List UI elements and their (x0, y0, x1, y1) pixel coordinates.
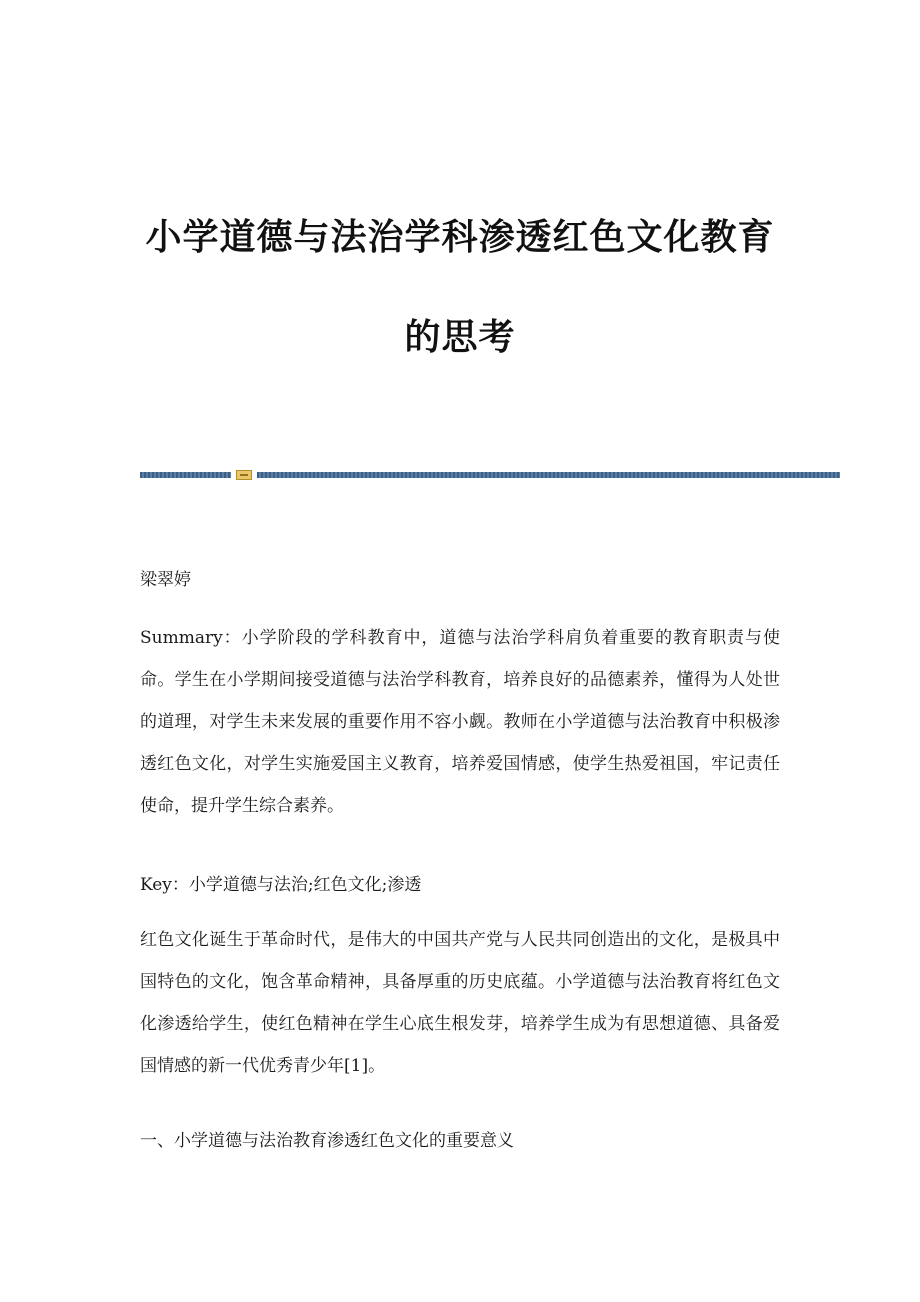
document-title-line-1: 小学道德与法治学科渗透红色文化教育 (145, 216, 775, 258)
keywords-paragraph (140, 864, 780, 906)
document-title-line-2: 的思考 (404, 316, 516, 358)
keywords-label: Key： (140, 875, 189, 895)
divider-left-segment (140, 472, 231, 478)
summary-paragraph (140, 617, 780, 827)
title-divider (140, 470, 840, 480)
divider-ornament-icon (236, 470, 252, 480)
divider-right-segment (257, 472, 840, 478)
body-paragraph: 红色文化诞生于革命时代，是伟大的中国共产党与人民共同创造出的文化，是极具中国特色的文化，饱含革命精神，具备厚重的历史底蕴。小学道德与法治教育将红色文化渗透给学生，使红色精神在学生心底生根发芽，培养学生成为有思想道德、具备爱国情感的新一代优秀青少年[1]。 (140, 930, 780, 1076)
keywords-text: 小学道德与法治;红色文化;渗透 (188, 875, 422, 895)
author-name: 梁翠婷 (140, 570, 191, 590)
section-heading: 一、小学道德与法治教育渗透红色文化的重要意义 (140, 1131, 514, 1151)
summary-text: 小学阶段的学科教育中，道德与法治学科肩负着重要的教育职责与使命。学生在小学期间接受道德与法治学科教育，培养良好的品德素养，懂得为人处世的道理，对学生未来发展的重要作用不容小觑。教师在小学道德与法治教育中积极渗透红色文化，对学生实施爱国主义教育，培养爱国情感，使学生热爱祖国，牢记责任使命，提升学生综合素养。 (140, 628, 780, 816)
summary-label: Summary： (140, 628, 242, 648)
